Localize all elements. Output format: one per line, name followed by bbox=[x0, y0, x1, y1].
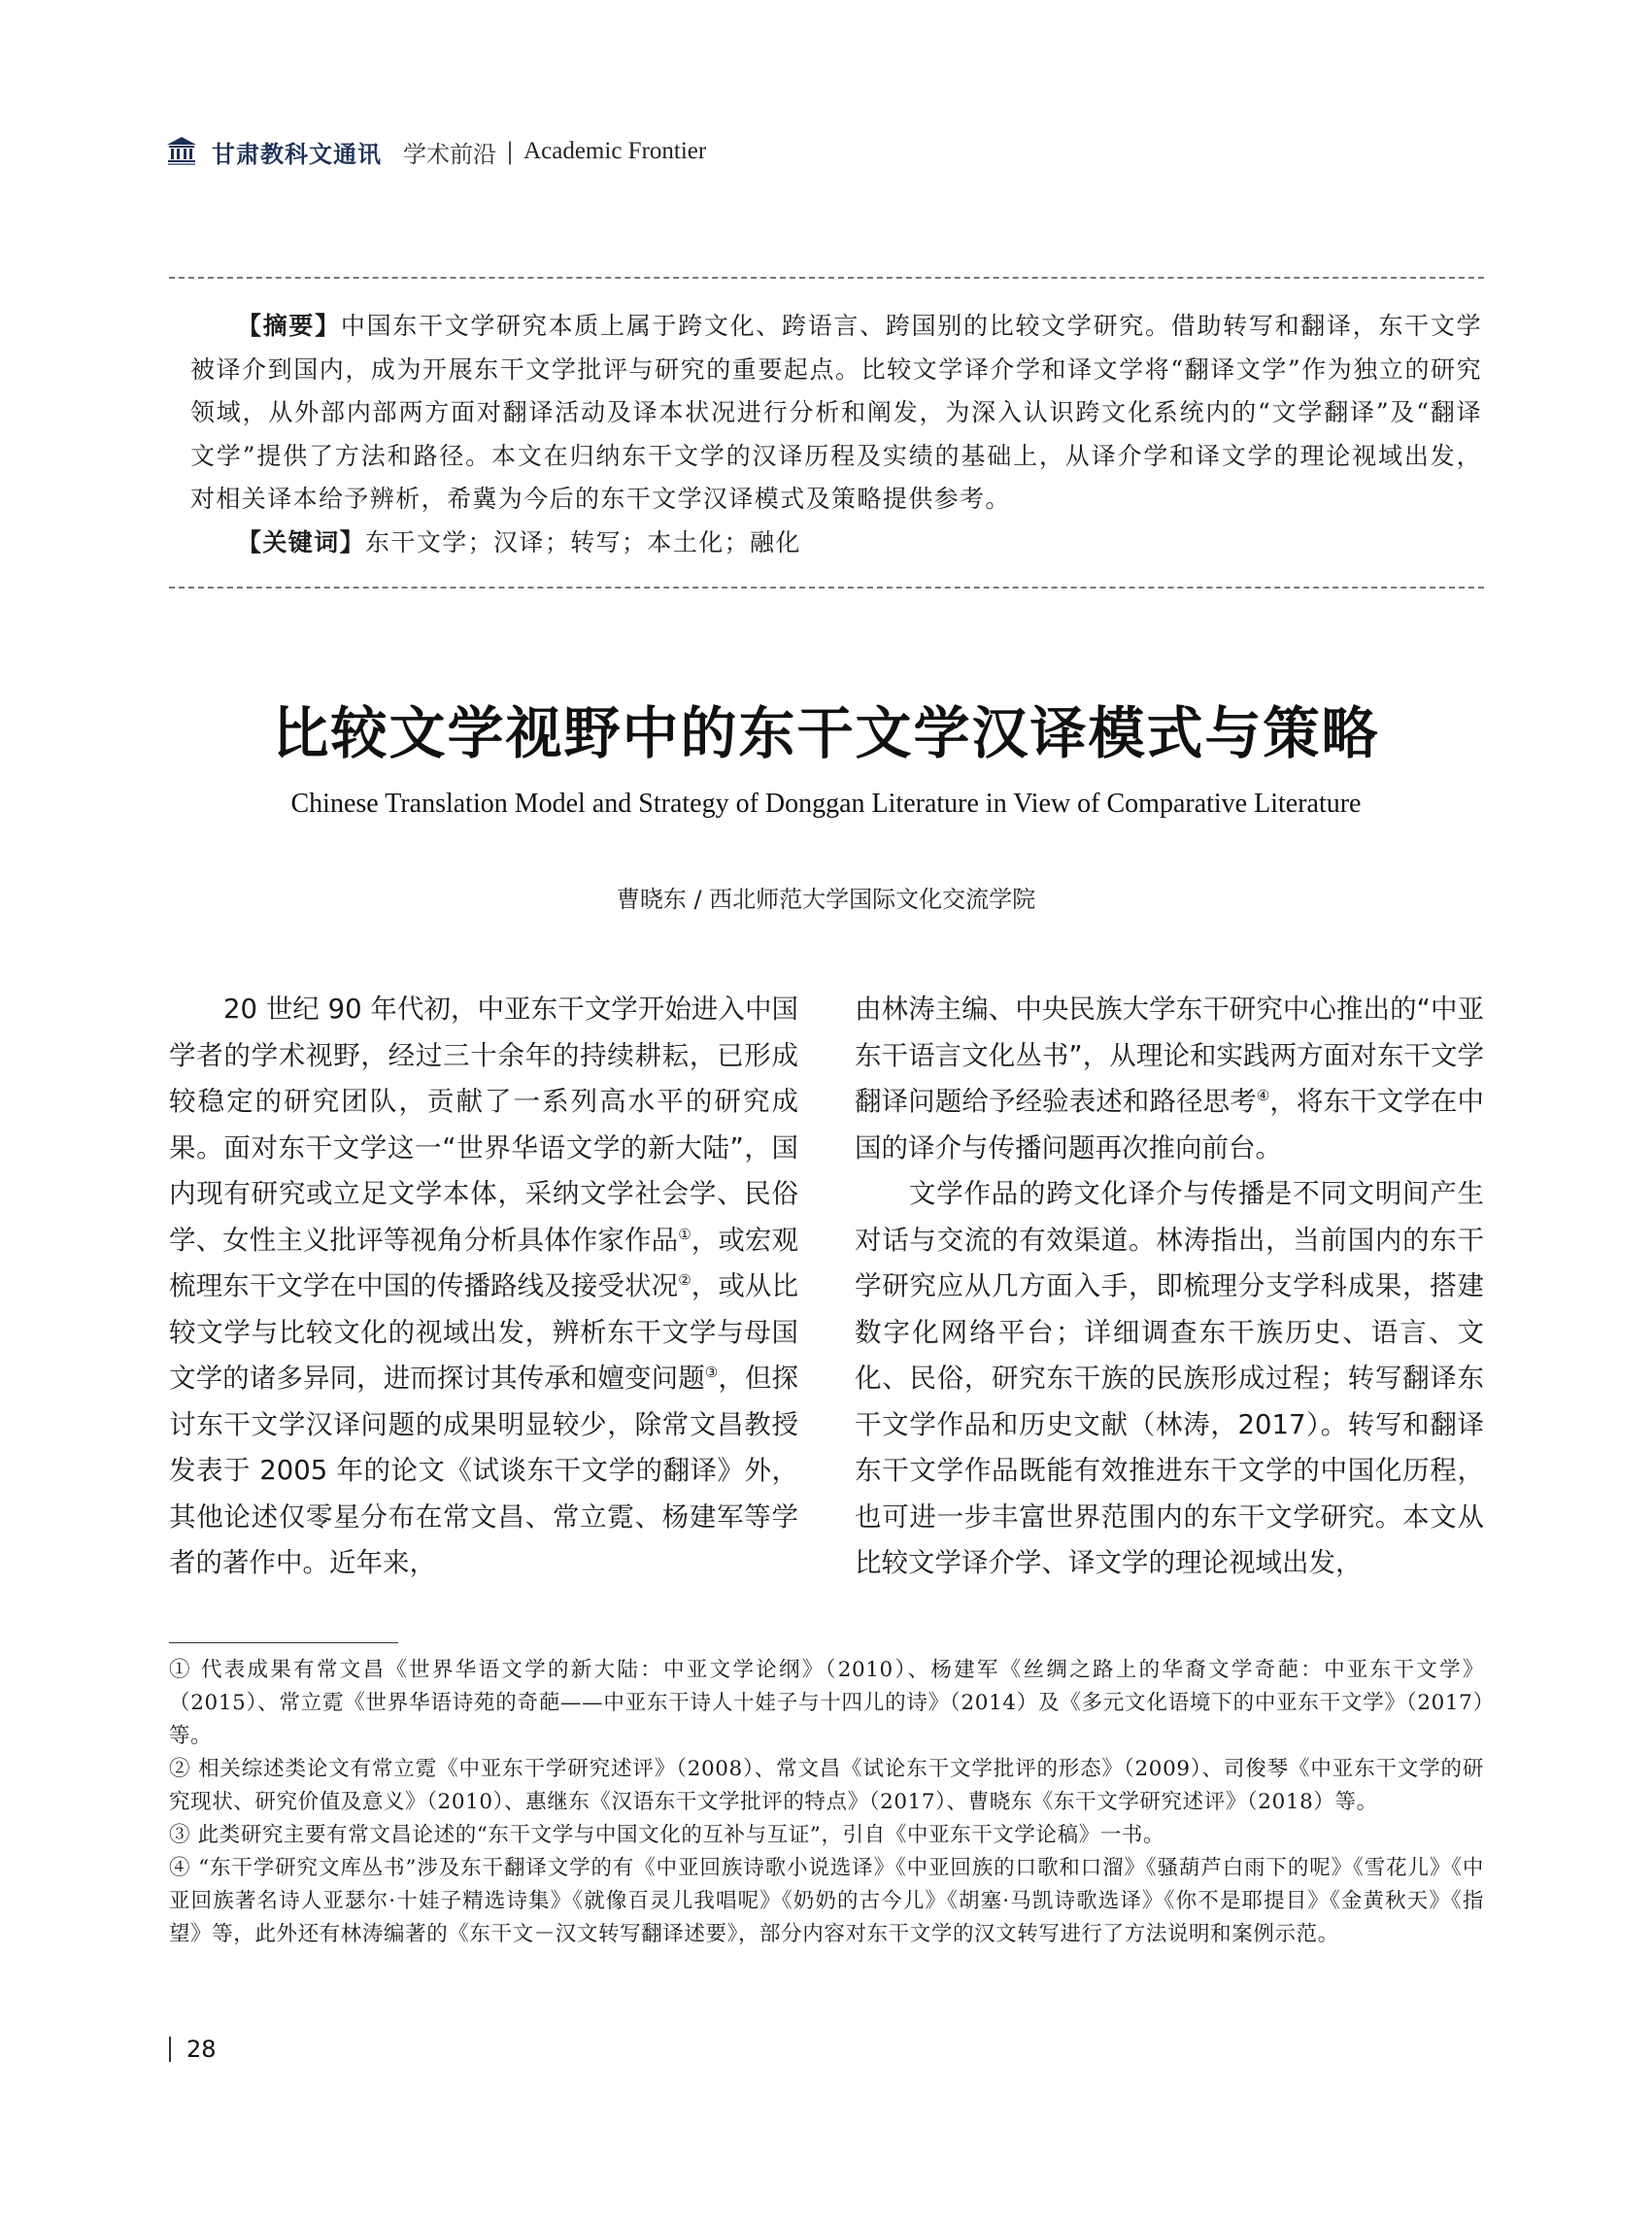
footnote-4: ④ “东干学研究文库丛书”涉及东干翻译文学的有《中亚回族诗歌小说选译》《中亚回族的口歌和口溜》《骚葫芦白雨下的呢》《雪花儿》《中亚回族著名诗人亚瑟尔·十娃子精选诗集》《就像百灵儿我唱呢》《奶奶的古今儿》《胡塞·马凯诗歌选译》《你不是耶提目》《金黄秋天》《指望》等，此外还有林涛编著的《东干文－汉文转写翻译述要》，部分内容对东干文学的汉文转写进行了方法说明和案例示范。 bbox=[169, 1856, 1484, 1946]
abstract-text: 中国东干文学研究本质上属于跨文化、跨语言、跨国别的比较文学研究。借助转写和翻译，东干文学被译介到国内，成为开展东干文学批评与研究的重要起点。比较文学译介学和译文学将“翻译文学”作为独立的研究领域，从外部内部两方面对翻译活动及译本状况进行分析和阐发，为深入认识跨文化系统内的“文学翻译”及“翻译文学”提供了方法和路径。本文在归纳东干文学的汉译历程及实绩的基础上，从译介学和译文学的理论视域出发，对相关译本给予辨析，希冀为今后的东干文学汉译模式及策略提供参考。 bbox=[190, 312, 1482, 513]
body-paragraph-2: 文学作品的跨文化译介与传播是不同文明间产生对话与交流的有效渠道。林涛指出，当前国内的东干学研究应从几方面入手，即梳理分支学科成果，搭建数字化网络平台；详细调查东干族历史、语言、文化、民俗，研究东干族的民族形成过程；转写翻译东干文学作品和历史文献（林涛，2017）。转写和翻译东干文学作品既能有效推进东干文学的中国化历程，也可进一步丰富世界范围内的东干文学研究。本文从比较文学译介学、译文学的理论视域出发， bbox=[855, 1178, 1484, 1578]
header-separator: | bbox=[506, 138, 515, 165]
footnote-2: ② 相关综述类论文有常立霓《中亚东干学研究述评》（2008）、常文昌《试论东干文学批评的形态》（2009）、司俊琴《中亚东干文学的研究现状、研究价值及意义》（2010）、惠继东《汉语东干文学批评的特点》（2017）、曹晓东《东干文学研究述评》（2018）等。 bbox=[169, 1757, 1484, 1814]
abstract-top-divider bbox=[169, 277, 1484, 279]
footnote-1: ① 代表成果有常文昌《世界华语文学的新大陆：中亚文学论纲》（2010）、杨建军《丝绸之路上的华裔文学奇葩：中亚东干文学》（2015）、常立霓《世界华语诗苑的奇葩——中亚东干诗人十娃子与十四儿的诗》（2014）及《多元文化语境下的中亚东干文学》（2017）等。 bbox=[169, 1658, 1484, 1748]
footnote-ref-4[interactable]: ④ bbox=[1256, 1086, 1270, 1104]
footnote-ref-2[interactable]: ② bbox=[678, 1270, 691, 1289]
page-number: 28 bbox=[186, 2036, 217, 2063]
page-number-block bbox=[169, 2035, 217, 2064]
body-column-right bbox=[855, 987, 1484, 1587]
keywords-text: 东干文学；汉译；转写；本土化；融化 bbox=[365, 527, 801, 556]
abstract-label: 【摘要】 bbox=[237, 312, 341, 340]
section-name: 学术前沿 bbox=[403, 140, 496, 168]
article-title: 比较文学视野中的东干文学汉译模式与策略 bbox=[272, 700, 1380, 766]
keywords-paragraph bbox=[190, 522, 1482, 565]
footnote-ref-1[interactable]: ① bbox=[678, 1225, 691, 1243]
abstract-paragraph bbox=[190, 305, 1482, 522]
abstract-block bbox=[190, 305, 1482, 564]
section-name-en: Academic Frontier bbox=[523, 138, 707, 164]
running-header bbox=[165, 134, 706, 169]
body-paragraph-1-continued: 由林涛主编、中央民族大学东干研究中心推出的“中亚东干语言文化丛书”，从理论和实践两方面对东干文学翻译问题给予经验表述和路径思考④，将东干文学在中国的译介与传播问题再次推向前台。 bbox=[855, 994, 1485, 1163]
body-column-left bbox=[169, 987, 798, 1587]
author-affiliation: 曹晓东 / 西北师范大学国际文化交流学院 bbox=[616, 886, 1036, 913]
footnote-3: ③ 此类研究主要有常文昌论述的“东干文学与中国文化的互补与互证”，引自《中亚东干文学论稿》一书。 bbox=[169, 1823, 1165, 1847]
footnote-ref-3[interactable]: ③ bbox=[704, 1363, 719, 1381]
abstract-bottom-divider bbox=[169, 587, 1484, 589]
footnote-rule bbox=[169, 1642, 398, 1643]
footnotes bbox=[169, 1654, 1484, 1951]
page-number-bar bbox=[169, 2037, 171, 2062]
body-paragraph-1: 20 世纪 90 年代初，中亚东干文学开始进入中国学者的学术视野，经过三十余年的持续耕耘，已形成较稳定的研究团队，贡献了一系列高水平的研究成果。面对东干文学这一“世界华语文学的新大陆”，国内现有研究或立足文学本体，采纳文学社会学、民俗学、女性主义批评等视角分析具体作家作品①，或宏观梳理东干文学在中国的传播路线及接受状况②，或从比较文学与比较文化的视域出发，辨析东干文学与母国文学的诸多异同，进而探讨其传承和嬗变问题③，但探讨东干文学汉译问题的成果明显较少，除常文昌教授发表于 2005 年的论文《试谈东干文学的翻译》外，其他论述仅零星分布在常文昌、常立霓、杨建军等学者的著作中。近年来， bbox=[169, 994, 799, 1578]
journal-name: 甘肃教科文通讯 bbox=[212, 139, 382, 168]
journal-logo-icon bbox=[165, 136, 198, 167]
keywords-label: 【关键词】 bbox=[237, 527, 366, 556]
article-subtitle-en: Chinese Translation Model and Strategy of Donggan Literature in View of Comparative Literature bbox=[290, 789, 1362, 819]
